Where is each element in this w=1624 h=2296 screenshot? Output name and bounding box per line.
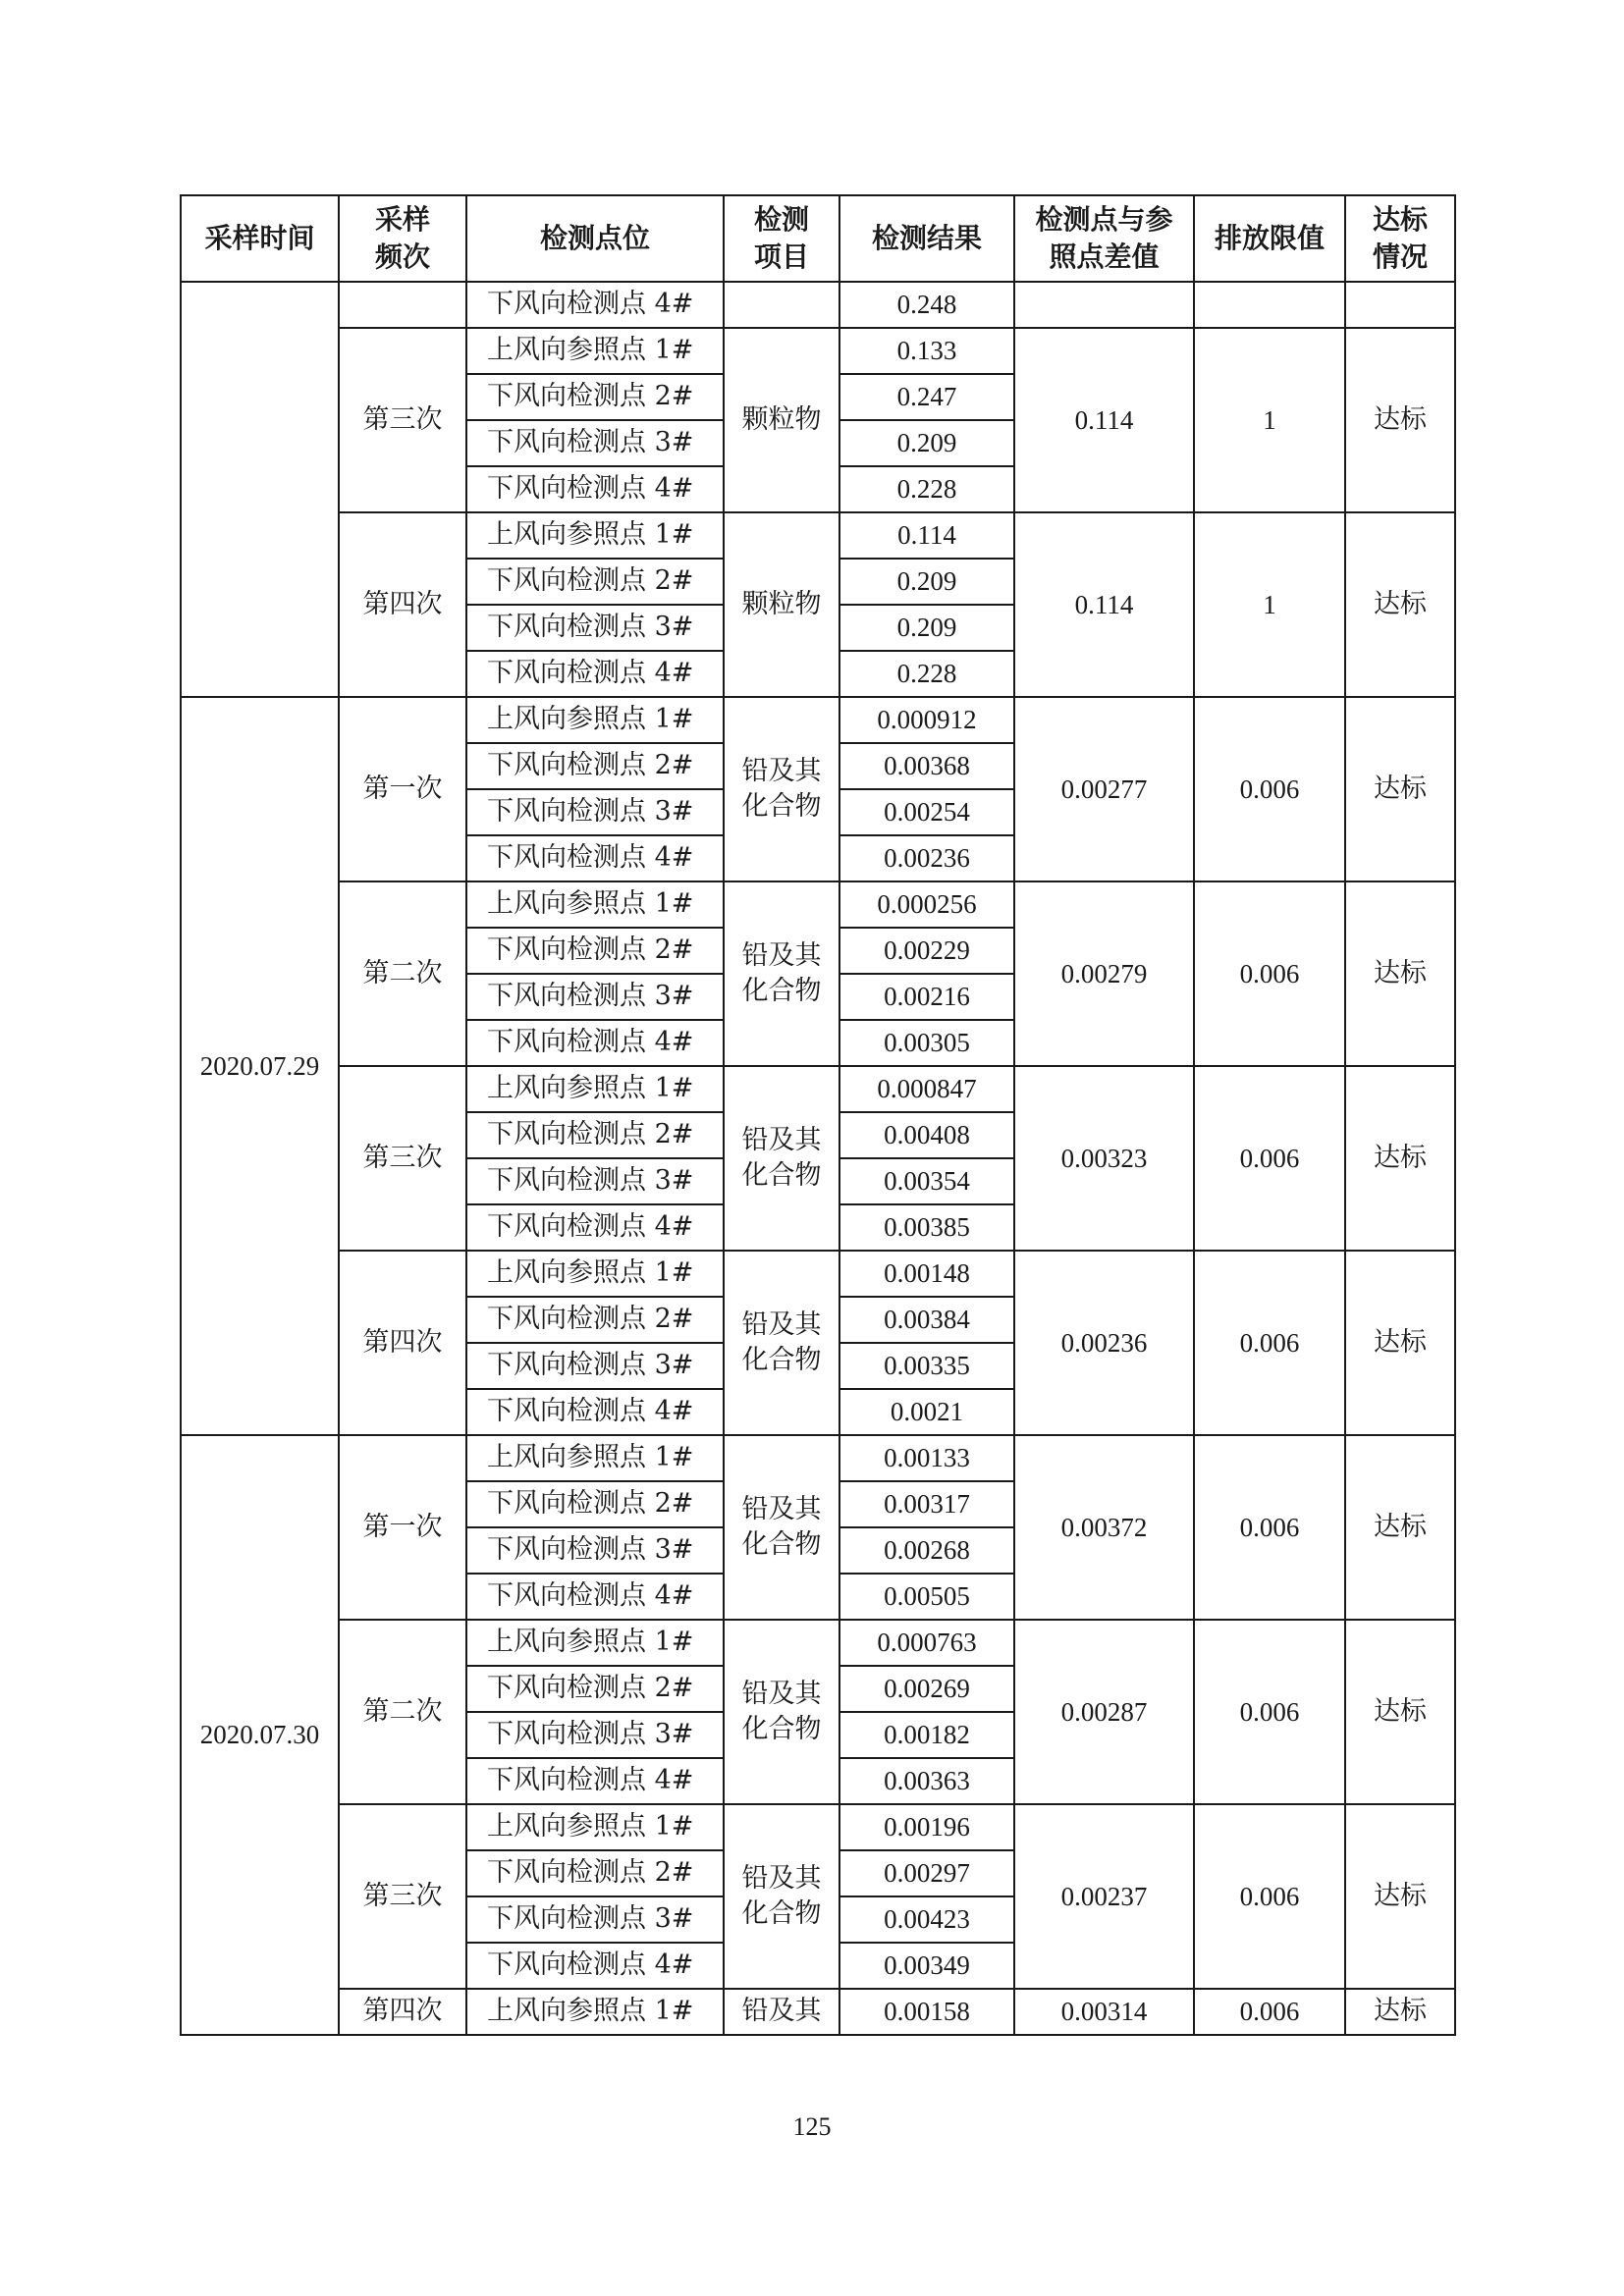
item-line-1: 铅及其 [741, 1862, 822, 1894]
result-cell: 0.00158 [839, 1989, 1014, 2035]
result-cell: 0.00385 [839, 1204, 1014, 1251]
difference-cell: 0.114 [1014, 512, 1194, 697]
frequency-cell: 第一次 [339, 697, 466, 881]
item-line-2: 化合物 [741, 976, 822, 1006]
frequency-cell [339, 282, 466, 328]
point-cell: 下风向检测点 3# [466, 605, 724, 651]
table-row [181, 1804, 1455, 1850]
frequency-cell: 第二次 [339, 881, 466, 1066]
result-cell: 0.00335 [839, 1343, 1014, 1389]
point-cell: 下风向检测点 3# [466, 789, 724, 835]
result-cell: 0.00182 [839, 1712, 1014, 1758]
result-cell: 0.133 [839, 328, 1014, 374]
table-row [181, 512, 1455, 559]
point-cell: 下风向检测点 2# [466, 743, 724, 789]
item-cell [724, 1066, 839, 1251]
status-cell: 达标 [1345, 512, 1455, 697]
item-line-1: 铅及其 [741, 1493, 822, 1524]
status-cell: 达标 [1345, 1989, 1455, 2035]
limit-cell: 0.006 [1194, 1620, 1345, 1804]
difference-cell: 0.114 [1014, 328, 1194, 512]
item-line-1: 铅及其 [741, 939, 822, 971]
difference-cell [1014, 282, 1194, 328]
item-line-1: 颗粒物 [741, 403, 822, 435]
point-cell: 下风向检测点 4# [466, 1758, 724, 1804]
header-point: 检测点位 [466, 195, 724, 282]
result-cell: 0.00354 [839, 1158, 1014, 1204]
item-cell [724, 1804, 839, 1989]
header-status: 达标 情况 [1345, 195, 1455, 282]
result-cell: 0.000763 [839, 1620, 1014, 1666]
item-line-2: 化合物 [741, 1714, 822, 1744]
result-cell: 0.00305 [839, 1020, 1014, 1066]
point-cell: 上风向参照点 1# [466, 697, 724, 743]
difference-cell: 0.00237 [1014, 1804, 1194, 1989]
limit-cell: 1 [1194, 328, 1345, 512]
point-cell: 下风向检测点 4# [466, 1204, 724, 1251]
limit-cell: 0.006 [1194, 1989, 1345, 2035]
table-row [181, 1435, 1455, 1481]
result-cell: 0.209 [839, 605, 1014, 651]
table-row [181, 328, 1455, 374]
result-cell: 0.00269 [839, 1666, 1014, 1712]
point-cell: 上风向参照点 1# [466, 1435, 724, 1481]
point-cell: 下风向检测点 3# [466, 1527, 724, 1574]
point-cell: 下风向检测点 2# [466, 1297, 724, 1343]
result-cell: 0.00216 [839, 974, 1014, 1020]
result-cell: 0.228 [839, 466, 1014, 512]
point-cell: 上风向参照点 1# [466, 1620, 724, 1666]
result-cell: 0.00384 [839, 1297, 1014, 1343]
result-cell: 0.209 [839, 559, 1014, 605]
frequency-cell: 第二次 [339, 1620, 466, 1804]
item-cell [724, 1620, 839, 1804]
result-cell: 0.00148 [839, 1251, 1014, 1297]
difference-cell: 0.00287 [1014, 1620, 1194, 1804]
frequency-cell: 第四次 [339, 1251, 466, 1435]
frequency-cell: 第三次 [339, 1804, 466, 1989]
point-cell: 下风向检测点 3# [466, 420, 724, 466]
item-cell [724, 1251, 839, 1435]
point-cell: 下风向检测点 3# [466, 974, 724, 1020]
table-row [181, 1620, 1455, 1666]
result-cell: 0.00268 [839, 1527, 1014, 1574]
status-cell: 达标 [1345, 1251, 1455, 1435]
limit-cell: 0.006 [1194, 1435, 1345, 1620]
difference-cell: 0.00236 [1014, 1251, 1194, 1435]
result-cell: 0.000256 [839, 881, 1014, 928]
point-cell: 下风向检测点 3# [466, 1158, 724, 1204]
limit-cell: 0.006 [1194, 1066, 1345, 1251]
status-cell: 达标 [1345, 1620, 1455, 1804]
header-limit: 排放限值 [1194, 195, 1345, 282]
result-cell: 0.00368 [839, 743, 1014, 789]
item-line-1: 铅及其 [741, 1678, 822, 1709]
status-cell: 达标 [1345, 1804, 1455, 1989]
item-cell [724, 697, 839, 881]
result-cell: 0.0021 [839, 1389, 1014, 1435]
status-cell: 达标 [1345, 328, 1455, 512]
point-cell: 下风向检测点 2# [466, 559, 724, 605]
table-row [181, 1989, 1455, 2035]
status-cell: 达标 [1345, 1066, 1455, 1251]
difference-cell: 0.00372 [1014, 1435, 1194, 1620]
limit-cell [1194, 282, 1345, 328]
status-cell: 达标 [1345, 1435, 1455, 1620]
difference-cell: 0.00279 [1014, 881, 1194, 1066]
item-line-2: 化合物 [741, 1345, 822, 1375]
point-cell: 下风向检测点 3# [466, 1712, 724, 1758]
status-cell: 达标 [1345, 881, 1455, 1066]
limit-cell: 0.006 [1194, 1251, 1345, 1435]
item-line-1: 颗粒物 [741, 588, 822, 619]
difference-cell: 0.00314 [1014, 1989, 1194, 2035]
point-cell: 上风向参照点 1# [466, 1989, 724, 2035]
header-row [181, 195, 1455, 282]
item-line-1: 铅及其 [741, 1124, 822, 1155]
point-cell: 下风向检测点 4# [466, 835, 724, 881]
date-cell [181, 282, 339, 697]
point-cell: 下风向检测点 4# [466, 1020, 724, 1066]
item-line-2: 化合物 [741, 1529, 822, 1560]
item-cell [724, 512, 839, 697]
limit-cell: 0.006 [1194, 697, 1345, 881]
table-row [181, 1066, 1455, 1112]
result-cell: 0.000912 [839, 697, 1014, 743]
result-cell: 0.00297 [839, 1850, 1014, 1896]
point-cell: 下风向检测点 4# [466, 651, 724, 697]
result-cell: 0.209 [839, 420, 1014, 466]
point-cell: 下风向检测点 3# [466, 1343, 724, 1389]
point-cell: 下风向检测点 4# [466, 466, 724, 512]
point-cell: 下风向检测点 2# [466, 1850, 724, 1896]
item-cell [724, 328, 839, 512]
result-cell: 0.00408 [839, 1112, 1014, 1158]
result-cell: 0.248 [839, 282, 1014, 328]
item-cell [724, 282, 839, 328]
page-number: 125 [792, 2112, 832, 2141]
point-cell: 下风向检测点 4# [466, 1389, 724, 1435]
limit-cell: 0.006 [1194, 881, 1345, 1066]
frequency-cell: 第三次 [339, 1066, 466, 1251]
point-cell: 下风向检测点 4# [466, 1943, 724, 1989]
result-cell: 0.00349 [839, 1943, 1014, 1989]
frequency-cell: 第四次 [339, 512, 466, 697]
header-difference: 检测点与参 照点差值 [1014, 195, 1194, 282]
frequency-cell: 第一次 [339, 1435, 466, 1620]
result-cell: 0.00229 [839, 928, 1014, 974]
difference-cell: 0.00323 [1014, 1066, 1194, 1251]
point-cell: 上风向参照点 1# [466, 881, 724, 928]
table-row [181, 282, 1455, 328]
item-line-1: 铅及其 [741, 1308, 822, 1340]
header-item: 检测 项目 [724, 195, 839, 282]
point-cell: 下风向检测点 2# [466, 374, 724, 420]
item-cell [724, 1435, 839, 1620]
table-row [181, 881, 1455, 928]
result-cell: 0.00236 [839, 835, 1014, 881]
status-cell [1345, 282, 1455, 328]
item-line-2: 化合物 [741, 1898, 822, 1929]
point-cell: 下风向检测点 2# [466, 1112, 724, 1158]
frequency-cell: 第三次 [339, 328, 466, 512]
header-frequency: 采样 频次 [339, 195, 466, 282]
point-cell: 上风向参照点 1# [466, 328, 724, 374]
table-row [181, 697, 1455, 743]
item-cell [724, 881, 839, 1066]
point-cell: 下风向检测点 2# [466, 928, 724, 974]
result-cell: 0.00505 [839, 1574, 1014, 1620]
point-cell: 上风向参照点 1# [466, 512, 724, 559]
result-cell: 0.00363 [839, 1758, 1014, 1804]
status-cell: 达标 [1345, 697, 1455, 881]
item-line-2: 化合物 [741, 1160, 822, 1191]
item-line-1: 铅及其 [741, 755, 822, 786]
point-cell: 下风向检测点 2# [466, 1666, 724, 1712]
date-cell: 2020.07.30 [181, 1435, 339, 2035]
result-cell: 0.00254 [839, 789, 1014, 835]
result-cell: 0.00133 [839, 1435, 1014, 1481]
point-cell: 上风向参照点 1# [466, 1804, 724, 1850]
point-cell: 下风向检测点 3# [466, 1896, 724, 1943]
point-cell: 下风向检测点 4# [466, 282, 724, 328]
result-cell: 0.00423 [839, 1896, 1014, 1943]
table-row [181, 1251, 1455, 1297]
result-cell: 0.000847 [839, 1066, 1014, 1112]
point-cell: 上风向参照点 1# [466, 1066, 724, 1112]
result-cell: 0.114 [839, 512, 1014, 559]
item-line-2: 化合物 [741, 791, 822, 822]
point-cell: 下风向检测点 4# [466, 1574, 724, 1620]
result-cell: 0.00196 [839, 1804, 1014, 1850]
result-cell: 0.00317 [839, 1481, 1014, 1527]
item-cell: 铅及其 [724, 1989, 839, 2035]
limit-cell: 1 [1194, 512, 1345, 697]
header-time: 采样时间 [181, 195, 339, 282]
limit-cell: 0.006 [1194, 1804, 1345, 1989]
point-cell: 下风向检测点 2# [466, 1481, 724, 1527]
date-cell: 2020.07.29 [181, 697, 339, 1435]
result-cell: 0.228 [839, 651, 1014, 697]
difference-cell: 0.00277 [1014, 697, 1194, 881]
point-cell: 上风向参照点 1# [466, 1251, 724, 1297]
result-cell: 0.247 [839, 374, 1014, 420]
header-result: 检测结果 [839, 195, 1014, 282]
frequency-cell: 第四次 [339, 1989, 466, 2035]
monitoring-table [180, 194, 1456, 2036]
